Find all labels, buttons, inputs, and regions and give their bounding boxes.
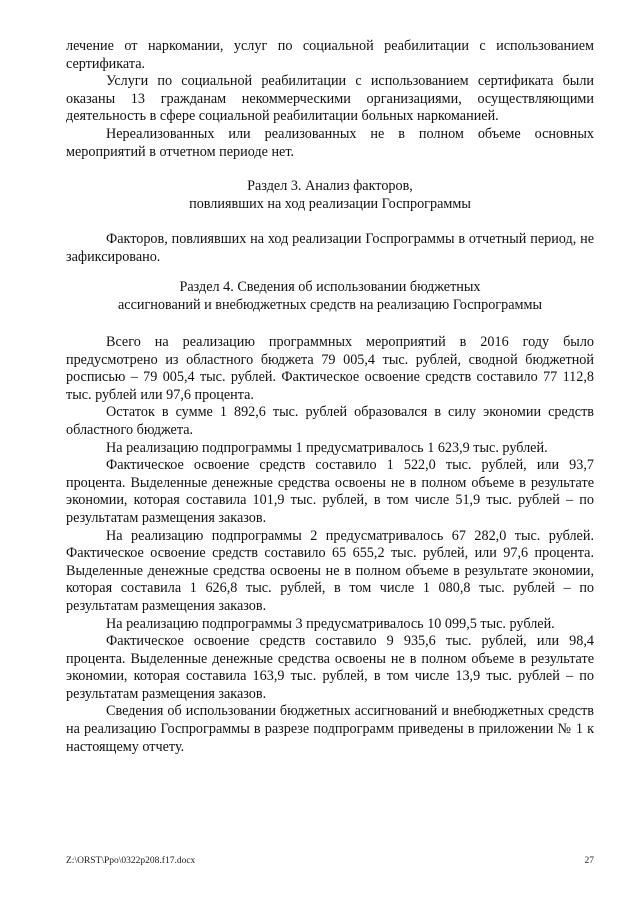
text-column xyxy=(66,38,594,161)
paragraph: лечение от наркомании, услуг по социальной реабилитации с использованием сертификата. xyxy=(66,38,594,72)
text-column xyxy=(66,334,594,756)
paragraph: Факторов, повлиявших на ход реализации Госпрограммы в отчетный период, не зафиксировано. xyxy=(66,231,594,265)
paragraph: Всего на реализацию программных мероприятий в 2016 году было предусмотрено из областного бюджета 79 005,4 тыс. рублей, сводной бюджетной росписью – 79 005,4 тыс. рублей. Фактическое освоение средств составило 77 112,8 тыс. рублей или 97,6 процента. xyxy=(66,334,594,403)
paragraph: На реализацию подпрограммы 2 предусматривалось 67 282,0 тыс. рублей. Фактическое освоение средств составило 65 655,2 тыс. рублей, или 97,6 процента. Выделенные денежные средства освоены не в полном объеме в результате экономии, которая составила 1 626,8 тыс. рублей, в том числе 1 080,8 тыс. рублей – по результатам размещения заказов. xyxy=(66,527,594,614)
paragraph: Сведения об использовании бюджетных ассигнований и внебюджетных средств на реализацию Госпрограммы в разрезе подпрограмм приведены в приложении № 1 к настоящему отчету. xyxy=(66,703,594,755)
footer-file-path: Z:\ORST\Ppo\0322p208.f17.docx xyxy=(66,856,196,866)
section-4-heading xyxy=(66,279,594,314)
paragraph: Фактическое освоение средств составило 1 522,0 тыс. рублей, или 93,7 процента. Выделенные денежные средства освоены не в полном объеме в результате экономии, которая составила 101,9 тыс. рублей, в том числе 51,9 тыс. рублей – по результатам размещения заказов. xyxy=(66,457,594,526)
paragraph: На реализацию подпрограммы 1 предусматривалось 1 623,9 тыс. рублей. xyxy=(106,439,548,456)
page-number: 27 xyxy=(584,856,594,866)
text-column xyxy=(66,231,594,266)
paragraph: Нереализованных или реализованных не в полном объеме основных мероприятий в отчетном периоде нет. xyxy=(66,125,594,160)
paragraph: Остаток в сумме 1 892,6 тыс. рублей образовался в силу экономии средств областного бюджета. xyxy=(66,404,594,438)
heading-line: ассигнований и внебюджетных средств на реализацию Госпрограммы xyxy=(117,296,542,313)
heading-line: Раздел 3. Анализ факторов, xyxy=(247,178,413,194)
paragraph: Услуги по социальной реабилитации с использованием сертификата были оказаны 13 гражданам некоммерческими организациями, осуществляющими деятельность в сфере социальной реабилитации больных наркоманией. xyxy=(66,73,594,125)
paragraph: Фактическое освоение средств составило 9 935,6 тыс. рублей, или 98,4 процента. Выделенные денежные средства освоены не в полном объеме в результате экономии, которая составила 163,9 тыс. рублей, в том числе 13,9 тыс. рублей – по результатам размещения заказов. xyxy=(66,633,594,702)
heading-line: повлиявших на ход реализации Госпрограммы xyxy=(189,195,471,212)
heading-line: Раздел 4. Сведения об использовании бюджетных xyxy=(179,279,481,295)
section-3-heading xyxy=(66,178,594,213)
paragraph: На реализацию подпрограммы 3 предусматривалось 10 099,5 тыс. рублей. xyxy=(106,615,555,632)
